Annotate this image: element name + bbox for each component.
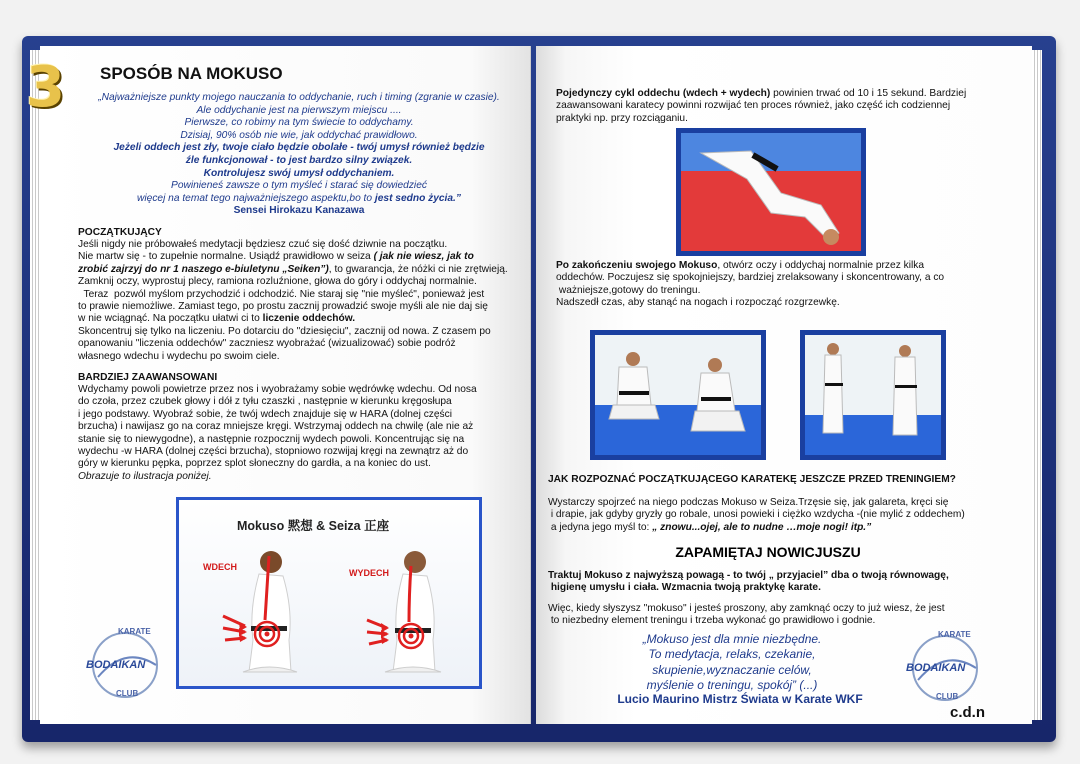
text-line: i drapie, jak gdyby gryzły go robale, unosi powieki i ciężko wzdycha -(nie mylić z oddechem) (548, 509, 965, 521)
quote-line: myślenie o treningu, spokój” (...) (646, 678, 818, 693)
kanazawa-quote (76, 92, 522, 218)
text-line: Obrazuje to ilustracja poniżej. (78, 470, 212, 482)
page-edges-right (1032, 50, 1042, 720)
text-line: Więc, kiedy słyszysz "mokuso" i jesteś proszony, aby zamknąć oczy to już wiesz, że jest (548, 602, 945, 614)
photo-seiza-pair (590, 330, 766, 460)
text-line: Wystarczy spojrzeć na niego podczas Mokuso w Seiza.Trzęsie się, jak galareta, kręci się (548, 497, 949, 508)
bodaikan-logo-right (900, 628, 990, 708)
text-line (78, 313, 524, 325)
text-line: opanowaniu "liczenia oddechów" zaczniesz wyobrażać (wizualizować) sobie podróż (78, 338, 456, 350)
text-line: Jeśli nigdy nie próbowałeś medytacji będziesz czuć się dość dziwnie na początku. (78, 239, 448, 250)
beginner-recognition-heading: JAK ROZPOZNAĆ POCZĄTKUJĄCEGO KARATEKĘ JESZCZE PRZED TRENINGIEM? (548, 474, 956, 485)
logo-text-bot: CLUB (116, 689, 139, 698)
lying-karateka (681, 133, 861, 251)
logo-text-mid: BODAIKAN (906, 662, 966, 674)
mokuso-seiza-diagram (176, 497, 482, 689)
article-title: SPOSÓB NA MOKUSO (100, 64, 283, 83)
quote-tail: więcej na temat tego najważniejszego aspektu,bo to (137, 192, 373, 204)
quote-line: „Najważniejsze punkty mojego nauczania to oddychanie, ruch i timing (zgranie w czasie). (98, 92, 500, 103)
text-line: to niezbedny element treningu i trzeba wykonać go prawidłowo i godnie. (548, 615, 876, 627)
lucio-author: Lucio Maurino Mistrz Świata w Karate WKF (617, 692, 863, 706)
text-line: stanie się to niewygodne), a następnie rozpocznij wydech powoli. Koncentrując się na (78, 433, 465, 445)
quote-line: Dzisiaj, 90% osób nie wie, jak oddychać prawidłowo. (180, 129, 418, 141)
to-be-continued: c.d.n (950, 704, 986, 721)
text-line: Teraz pozwól myślom przychodzić i odchodzić. Nie staraj się "nie myśleć", ponieważ jest (78, 288, 485, 300)
text-line: zaawansowani karateсy powinni rozwijać ten proces również, jako część ich codziennej (556, 100, 951, 112)
text-line: to prawie niemożliwe. Zamiast tego, po prostu zacznij prowadzić swoje myśli ale nie daj się (78, 301, 488, 313)
seiza-figure-exhale (367, 551, 441, 672)
remember-paragraph (548, 570, 998, 628)
beginners-heading: POCZĄTKUJĄCY (78, 227, 162, 238)
text-line: góry w kierunku pępka, poprzez splot słoneczny do gardła, a na koniec do ust. (78, 458, 431, 470)
photo-lying-stretch (676, 128, 866, 256)
spacer (548, 595, 998, 603)
text-line: wydechu -w HARA (dolnej części brzucha), stopniowo rozwijaj kręgi na zewnątrz aż do (78, 446, 469, 458)
text-span: powinien trwać od 10 i 15 sekund. Bardziej (770, 88, 967, 99)
quote-bold-line: Jeżeli oddech jest zły, twoje ciało będzie obolałe - twój umysł również będzie (113, 142, 485, 154)
seiza-pair-figures (595, 335, 761, 455)
logo-text-top: KARATE (118, 627, 151, 636)
logo-text-bot: CLUB (936, 692, 959, 701)
quote-author: Sensei Hirokazu Kanazawa (233, 205, 365, 217)
text-span: a jedyna jego myśl to: (548, 521, 650, 533)
wdech-label: WDECH (203, 562, 237, 572)
quote-line: „Mokuso jest dla mnie niezbędne. (642, 632, 822, 646)
page-edges-left (30, 50, 40, 720)
text-line: własnego wdechu i wydechu po swoim ciele. (78, 350, 280, 362)
text-line: praktyki np. przy rozciąganiu. (556, 112, 688, 124)
remember-heading: ZAPAMIĘTAJ NOWICJUSZU (675, 544, 861, 560)
lucio-quote (612, 632, 852, 694)
diagram-figures (179, 500, 479, 686)
text-span: Nie martw się - to zupełnie normalne. Usiądź prawidłowo w seiza (78, 251, 371, 263)
text-line: higienę umysłu i ciała. Wzmacnia twoją praktykę karate. (548, 582, 821, 594)
text-line (78, 264, 524, 276)
quote-line (76, 193, 522, 206)
text-line: brzucha) i nawijasz go na coraz mniejsze kręgi. Wstrzymaj oddech na chwilę (ale nie aż (78, 421, 474, 433)
text-bold: Po zakończeniu swojego Mokuso (556, 260, 718, 271)
quote-line: skupienie,wyznaczanie celów, (652, 662, 812, 677)
quote-bold-line: Kontrolujesz swój umysł oddychaniem. (203, 167, 395, 179)
text-span: , otwórz oczy i oddychaj normalnie przez kilka (717, 260, 924, 271)
text-span: , to gwarancja, że nóżki ci nie zrętwieją. (328, 263, 508, 275)
text-line: oddechów. Poczujesz się spokojniejszy, bardziej zrelaksowany i skoncentrowany, a co (556, 272, 945, 284)
text-bold: liczenie oddechów. (262, 313, 356, 325)
text-bold-italic: zrobić zajrzyj do nr 1 naszego e-biuletynu „Seiken”) (78, 263, 329, 275)
quote-line: Ale oddychanie jest na pierwszym miejscu .... (196, 104, 402, 116)
text-line: Skoncentruj się tylko na liczeniu. Po dotarciu do "dziesięciu", zacznij od nowa. Z czasem po (78, 325, 491, 337)
page-number: 3 (26, 55, 65, 120)
text-bold-italic: „ znowu...ojej, ale to nudne …moje nogi! itp.” (649, 521, 872, 533)
text-line: i jego podstawy. Wyobraź sobie, że twój wdech znajduje się w HARA (dolnej części (78, 408, 453, 420)
text-line (556, 88, 996, 100)
bodaikan-logo-left (80, 625, 170, 705)
quote-line: Powinieneś zawsze o tym myśleć i starać się dowiedzieć (171, 180, 427, 192)
text-line: do czoła, przez czubek głowy i dół z tyłu czaszki , następnie w kierunku kręgosłupa (78, 396, 452, 408)
text-bold: Pojedynczy cykl oddechu (wdech + wydech) (556, 88, 771, 99)
photo-standing-pair (800, 330, 946, 460)
quote-line: To medytacja, relaks, czekanie, (648, 647, 816, 662)
text-line: Traktuj Mokuso z najwyższą powagą - to twój „ przyjaciel” dba o twoją równowagę, (548, 570, 949, 581)
wydech-label: WYDECH (349, 568, 389, 578)
text-line: ważniejsze,gotowy do treningu. (556, 284, 701, 296)
quote-tail-bold: jest sedno życia.” (374, 192, 461, 204)
logo-text-mid: BODAIKAN (86, 659, 146, 671)
beginners-section (78, 239, 524, 363)
text-span: w nie wciągnąć. Na początku ułatwi ci to (78, 313, 260, 325)
quote-bold-line: źle funkcjonował - to jest bardzo silny związek. (185, 154, 413, 166)
quote-line: Pierwsze, co robimy na tym świecie to oddychamy. (184, 117, 414, 129)
text-line (556, 260, 996, 272)
text-line (548, 522, 998, 534)
seiza-figure-inhale (223, 551, 297, 672)
text-bold-italic: ( jak nie wiesz, jak to (373, 251, 474, 263)
text-line (78, 251, 524, 263)
breath-cycle-paragraph (556, 88, 996, 125)
text-line: Zamknij oczy, wyprostuj plecy, ramiona rozluźnione, głowa do góry i oddychaj normalnie. (78, 276, 477, 288)
text-line: Wdychamy powoli powietrze przez nos i wyobrażamy sobie wędrówkę wdechu. Od nosa (78, 384, 477, 395)
standing-pair-figures (805, 335, 941, 455)
logo-text-top: KARATE (938, 630, 971, 639)
advanced-section (78, 384, 524, 483)
diagram-title: Mokuso 黙想 & Seiza 正座 (237, 519, 390, 533)
beginner-recognition-paragraph (548, 497, 998, 534)
advanced-heading: BARDZIEJ ZAAWANSOWANI (78, 372, 218, 383)
after-mokuso-paragraph (556, 260, 996, 310)
text-line: Nadszedł czas, aby stanąć na nogach i rozpocząć rozgrzewkę. (556, 297, 840, 309)
